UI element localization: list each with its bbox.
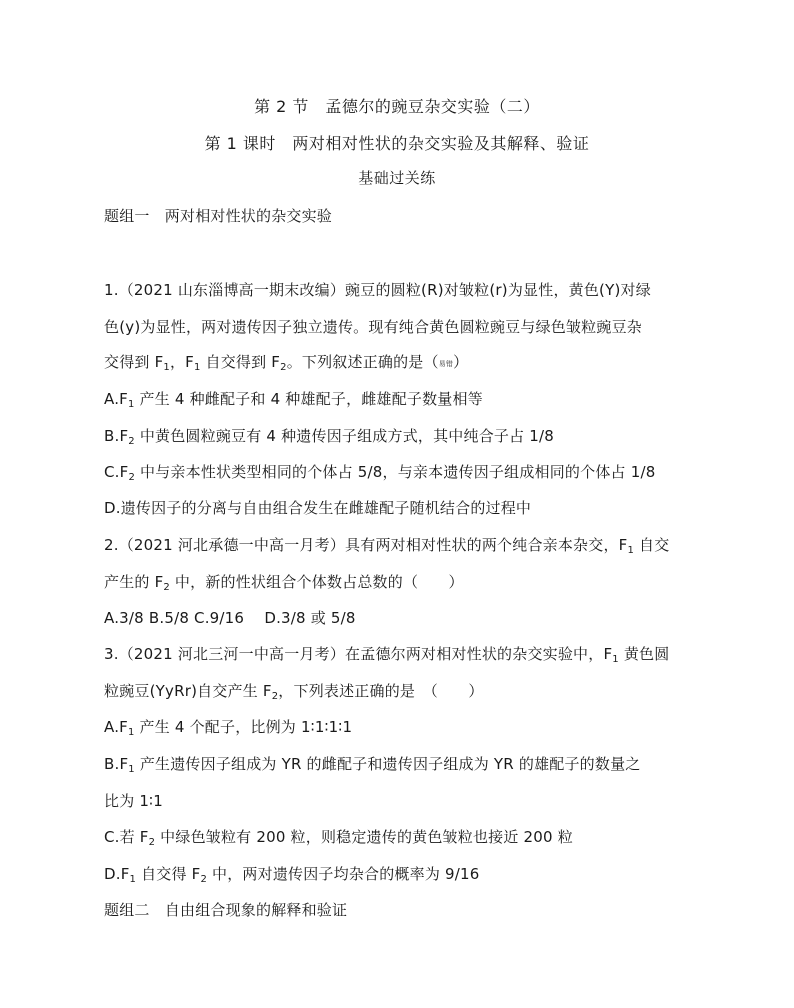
q1-option-c: $C.F_2$ 中与亲本性状类型相同的个体占 5/8，与亲本遗传因子组成相同的个体占 1/8 [104,463,656,483]
lesson-title: 第 1 课时 两对相对性状的杂交实验及其解释、验证 [204,134,590,153]
q2-line1: 2.（2021 河北承德一中高一月考）具有两对相对性状的两个纯合亲本杂交，$F_1$ 自交 [104,536,670,556]
group2-title: 题组二 自由组合现象的解释和验证 [104,901,348,919]
q3-option-b-cont: 比为 1∶1 [104,792,163,810]
q3-line1: 3.（2021 河北三河一中高一月考）在孟德尔两对相对性状的杂交实验中，$F_1$ 黄色圆 [104,645,670,665]
q2-options: A.3/8 B.5/8 C.9/16 D.3/8 或 5/8 [104,609,356,627]
q3-option-c: C.若 $F_2$ 中绿色皱粒有 200 粒，则稳定遗传的黄色皱粒也接近 200 粒 [104,828,573,848]
q1-line2: 色(y)为显性，两对遗传因子独立遗传。现有纯合黄色圆粒豌豆与绿色皱粒豌豆杂 [104,318,642,336]
section-title: 第 2 节 孟德尔的豌豆杂交实验（二） [254,97,540,116]
q1-option-d: D.遗传因子的分离与自由组合发生在雌雄配子随机结合的过程中 [104,499,532,517]
q1-line1: 1.（2021 山东淄博高一期末改编）豌豆的圆粒(R)对皱粒(r)为显性，黄色(Y)对绿 [104,281,651,299]
q3-option-a: $A.F_1$ 产生 4 个配子，比例为 1∶1∶1∶1 [104,718,353,738]
q2-line2: 产生的 $F_2$ 中，新的性状组合个体数占总数的（ ） [104,573,464,593]
error-prone-tag: 易错 [438,360,454,368]
group1-title: 题组一 两对相对性状的杂交实验 [104,207,333,225]
q1-option-a: $A.F_1$ 产生 4 种雌配子和 4 种雄配子，雌雄配子数量相等 [104,390,483,410]
q3-option-d: $D.F_1$ 自交得 $F_2$ 中，两对遗传因子均杂合的概率为 9/16 [104,865,480,885]
q3-option-b: $B.F_1$ 产生遗传因子组成为 YR 的雌配子和遗传因子组成为 YR 的雄配子的数量之 [104,755,641,775]
practice-title: 基础过关练 [358,169,436,187]
q1-line3: 交得到 $F_1$，$F_1$ 自交得到 $F_2$。下列叙述正确的是（易错） [104,353,469,373]
q3-line2: 粒豌豆(YyRr)自交产生 $F_2$，下列表述正确的是 （ ） [104,682,484,702]
q1-option-b: $B.F_2$ 中黄色圆粒豌豆有 4 种遗传因子组成方式，其中纯合子占 1/8 [104,427,555,447]
